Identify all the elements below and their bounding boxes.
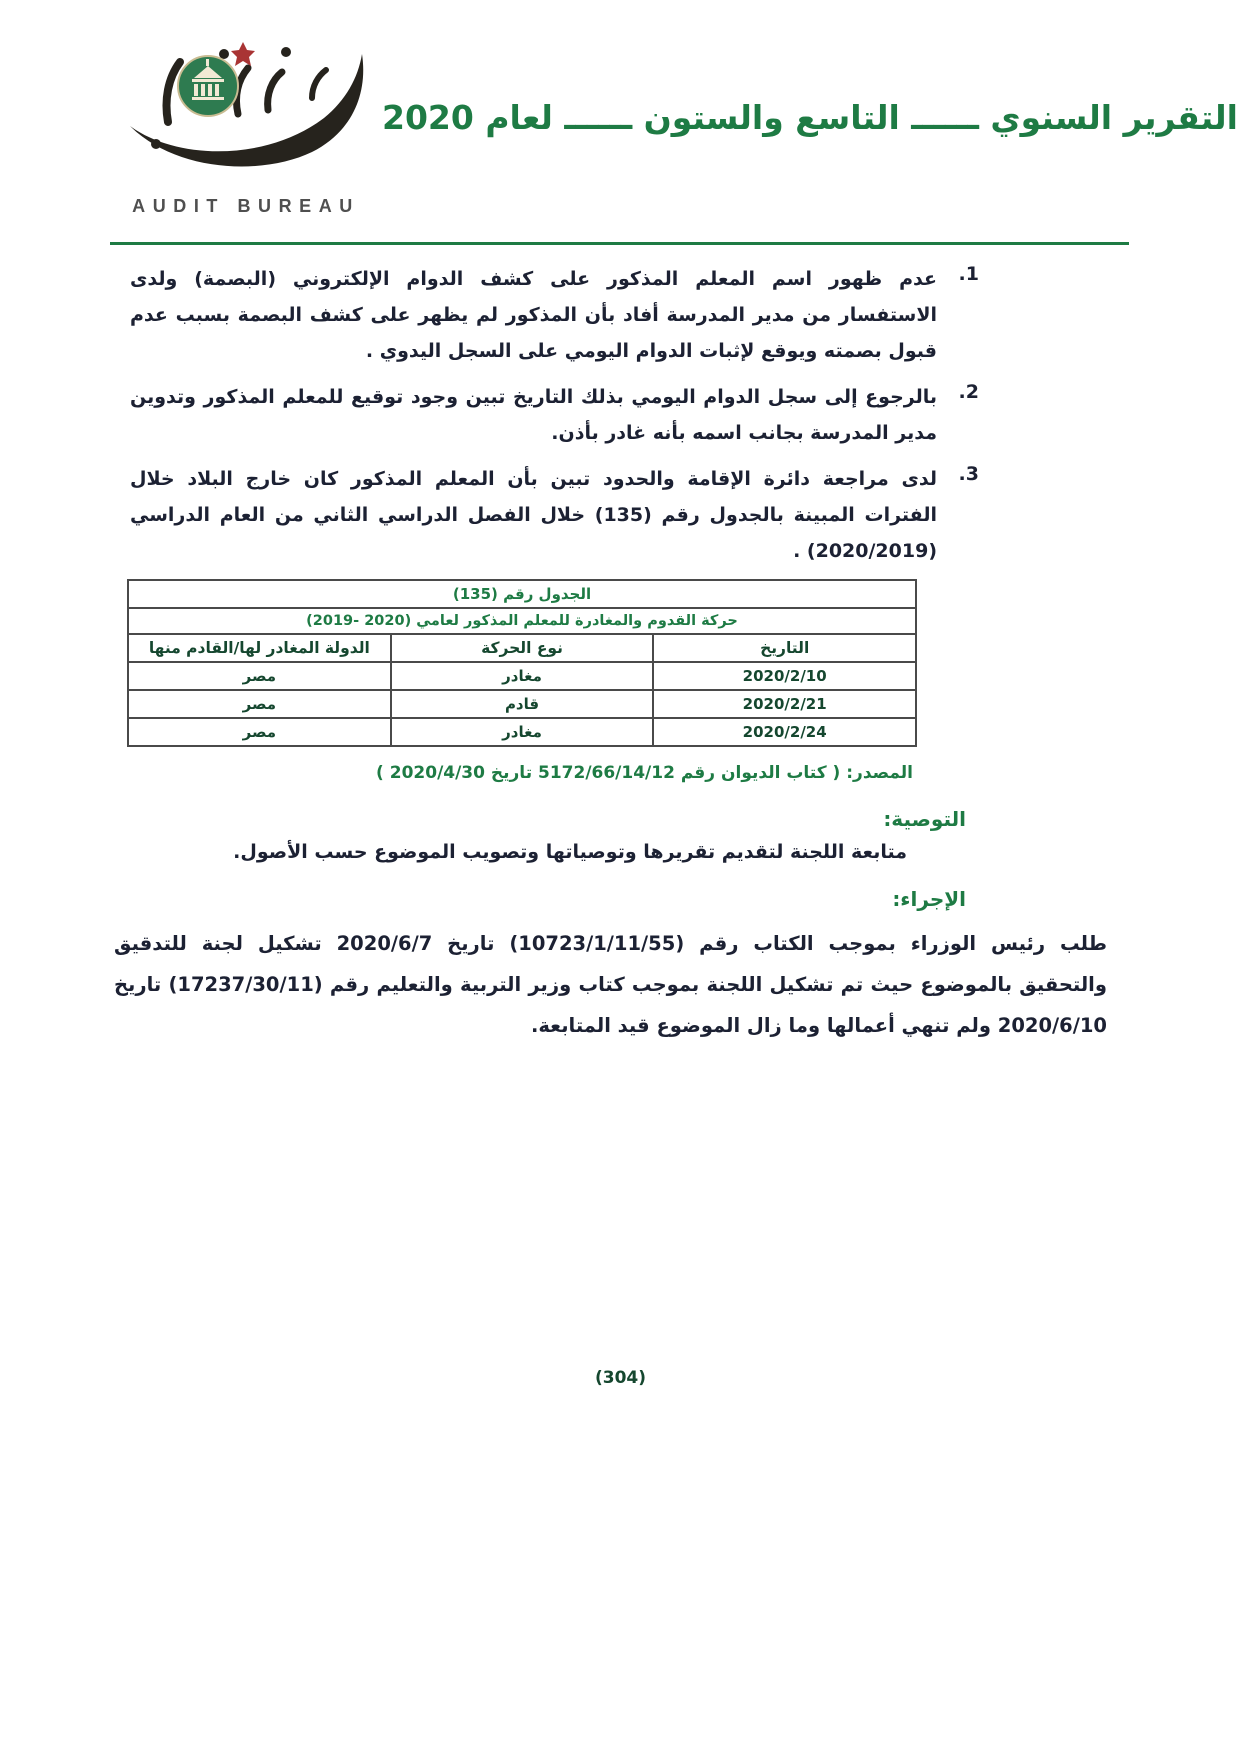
cell-movement-type: مغادر bbox=[391, 718, 654, 746]
movement-table bbox=[127, 579, 917, 747]
audit-bureau-logo bbox=[110, 34, 382, 217]
cell-date: 2020/2/24 bbox=[653, 718, 916, 746]
recommendation-text: متابعة اللجنة لتقديم تقريرها وتوصياتها وتصويب الموضوع حسب الأصول. bbox=[233, 841, 907, 863]
item-number: 3. bbox=[958, 463, 979, 485]
numbered-findings-list bbox=[130, 261, 979, 569]
page-number: (304) bbox=[594, 1368, 647, 1388]
source-line: المصدر: ( كتاب الديوان رقم 5172/66/14/12 تاريخ 2020/4/30 ) bbox=[376, 763, 913, 783]
item-number: 2. bbox=[958, 381, 979, 403]
finding-item-2 bbox=[130, 379, 979, 451]
report-body bbox=[110, 261, 1129, 1046]
recommendation-heading: التوصية: bbox=[883, 807, 966, 831]
action-heading: الإجراء: bbox=[892, 887, 966, 911]
table-header-row bbox=[128, 634, 916, 662]
action-text: طلب رئيس الوزراء بموجب الكتاب رقم (10723/1/11/55) تاريخ 2020/6/7 تشكيل لجنة للتدقيق والتحقيق بالموضوع حيث تم تشكيل اللجنة بموجب كتاب وزير التربية والتعليم رقم (17237/30/11) تاريخ 2020/6/10 ولم تنهي أعمالها وما زال الموضوع قيد المتابعة. bbox=[114, 932, 1107, 1037]
item-number: 1. bbox=[958, 263, 979, 285]
item-text: لدى مراجعة دائرة الإقامة والحدود تبين بأن المعلم المذكور كان خارج البلاد خلال الفترات المبينة بالجدول رقم (135) خلال الفصل الدراسي الثاني من العام الدراسي (2020/2019) . bbox=[130, 468, 937, 562]
table-row bbox=[128, 718, 916, 746]
cell-movement-type: قادم bbox=[391, 690, 654, 718]
table-title-row bbox=[128, 580, 916, 608]
table-row bbox=[128, 690, 916, 718]
header-date: التاريخ bbox=[653, 634, 916, 662]
cell-date: 2020/2/10 bbox=[653, 662, 916, 690]
table-subtitle-row bbox=[128, 608, 916, 634]
cell-movement-type: مغادر bbox=[391, 662, 654, 690]
cell-date: 2020/2/21 bbox=[653, 690, 916, 718]
item-text: عدم ظهور اسم المعلم المذكور على كشف الدوام الإلكتروني (البصمة) ولدى الاستفسار من مدير المدرسة أفاد بأن المذكور لم يظهر على كشف البصمة بسبب عدم قبول بصمته ويوقع لإثبات الدوام اليومي على السجل اليدوي . bbox=[130, 268, 937, 362]
finding-item-1 bbox=[130, 261, 979, 369]
audit-bureau-calligraphy-icon bbox=[116, 34, 376, 190]
header-country: الدولة المغادر لها/القادم منها bbox=[128, 634, 391, 662]
report-title: التقرير السنوي ــــــ التاسع والستون ــــــ لعام 2020 bbox=[382, 98, 1238, 137]
table-title: الجدول رقم (135) bbox=[128, 580, 916, 608]
finding-item-3 bbox=[130, 461, 979, 569]
page-header bbox=[110, 34, 1238, 245]
cell-country: مصر bbox=[128, 690, 391, 718]
cell-country: مصر bbox=[128, 662, 391, 690]
table-row bbox=[128, 662, 916, 690]
logo-english-text: AUDIT BUREAU bbox=[132, 196, 360, 216]
item-text: بالرجوع إلى سجل الدوام اليومي بذلك التاريخ تبين وجود توقيع للمعلم المذكور وتدوين مدير المدرسة بجانب اسمه بأنه غادر بأذن. bbox=[130, 386, 937, 444]
cell-country: مصر bbox=[128, 718, 391, 746]
table-subtitle: حركة القدوم والمغادرة للمعلم المذكور لعامي (⁦2019- 2020⁩) bbox=[128, 608, 916, 634]
header-movement-type: نوع الحركة bbox=[391, 634, 654, 662]
